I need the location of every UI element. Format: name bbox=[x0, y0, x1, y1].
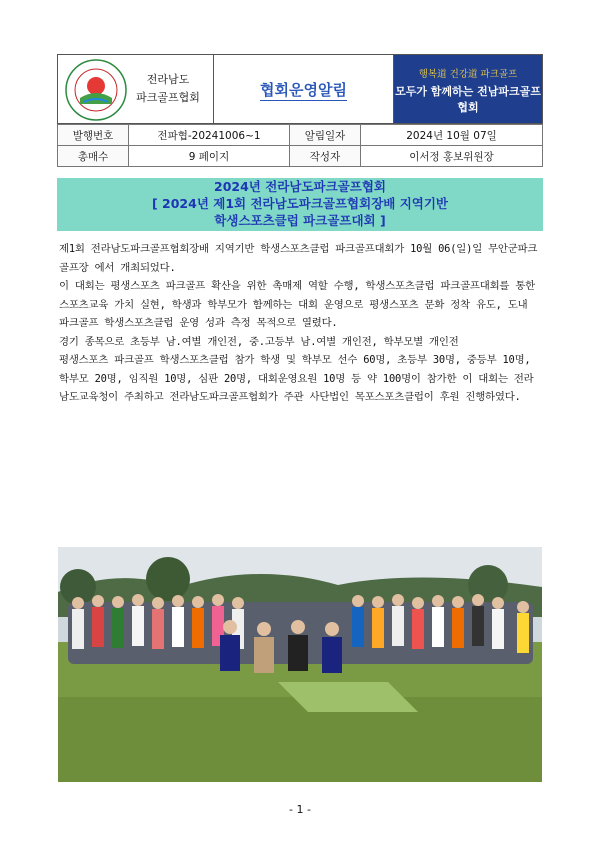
notice-title: 협회운영알림 bbox=[260, 80, 347, 99]
title-line1: 2024년 전라남도파크골프협회 bbox=[214, 179, 386, 194]
org-name-line1: 전라남도 bbox=[146, 73, 190, 86]
event-group-photo bbox=[58, 547, 542, 782]
date-label: 알림일자 bbox=[290, 125, 361, 146]
association-logo-icon bbox=[64, 58, 128, 122]
issue-info-table bbox=[57, 124, 543, 167]
notice-cell bbox=[214, 55, 394, 124]
pages-value: 9 페이지 bbox=[129, 146, 290, 167]
body-text bbox=[59, 240, 543, 407]
body-paragraph-3: 경기 종목으로 초등부 남.여별 개인전, 중.고등부 남.여별 개인전, 학부모별 개인전 bbox=[59, 335, 459, 348]
document-title-box bbox=[57, 178, 543, 231]
group-photo-illustration bbox=[58, 547, 542, 782]
slogan-line1: 행복道 건강道 파크골프 bbox=[418, 68, 518, 80]
title-line2: [ 2024년 제1회 전라남도파크골프협회장배 지역기반 bbox=[151, 196, 449, 211]
author-value: 이서정 홍보위원장 bbox=[361, 146, 543, 167]
header-table bbox=[57, 54, 543, 124]
date-value: 2024년 10월 07일 bbox=[361, 125, 543, 146]
body-paragraph-2: 이 대회는 평생스포츠 파크골프 확산을 위한 촉매제 역할 수행, 학생스포츠클럽 파크골프대회를 통한 스포츠교육 가치 실현, 학생과 학부모가 함께하는 대회 운영으로 평생스포츠 문화 정착 유도, 도내 파크골프 학생스포츠클럽 운영 성과 측정 목적으로 열렸다. bbox=[59, 280, 542, 329]
slogan-line2: 모두가 함께하는 전남파크골프협회 bbox=[395, 84, 541, 114]
title-line3: 학생스포츠클럽 파크골프대회 ] bbox=[214, 213, 386, 228]
org-cell bbox=[58, 55, 214, 124]
author-label: 작성자 bbox=[290, 146, 361, 167]
slogan-banner bbox=[394, 55, 543, 124]
pages-label: 총매수 bbox=[58, 146, 129, 167]
body-paragraph-4: 평생스포츠 파크골프 학생스포츠클럽 참가 학생 및 학부모 선수 60명, 초등부 30명, 중등부 10명, 학부모 20명, 임직원 10명, 심판 20명, 대회운영요원 10명 등 약 100명이 참가한 이 대회는 전라남도교육청이 주최하고 전라남도파크골프협회가 주관 사단법인 목포스포츠클럽이 후원 진행하였다. bbox=[59, 354, 537, 403]
issue-no-label: 발행번호 bbox=[58, 125, 129, 146]
page-number: - 1 - bbox=[289, 803, 311, 816]
body-paragraph-1: 제1회 전라남도파크골프협회장배 지역기반 학생스포츠클럽 파크골프대회가 10월 06(일)일 무안군파크골프장 에서 개최되었다. bbox=[59, 243, 538, 274]
org-name-line2: 파크골프협회 bbox=[136, 91, 200, 104]
issue-no-value: 전파협-20241006~1 bbox=[129, 125, 290, 146]
